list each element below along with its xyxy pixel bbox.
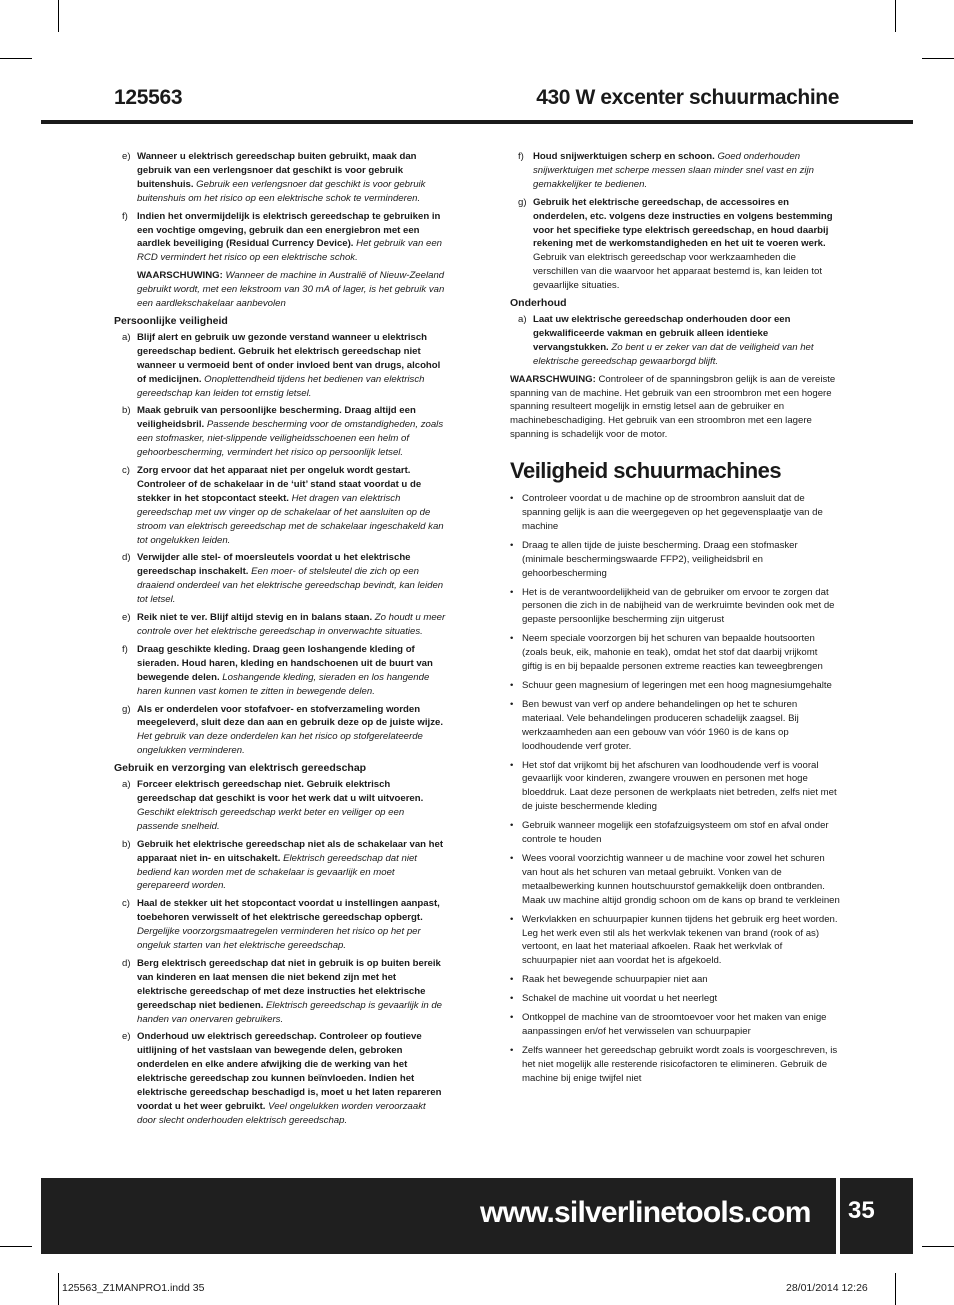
item-letter: a)	[518, 313, 527, 325]
use-care-list-cont	[510, 150, 840, 293]
item-letter: b)	[122, 838, 131, 850]
bullet-item	[510, 973, 840, 987]
item-bold-text: Draag geschikte kleding. Draag geen loshangende kleding of sieraden. Houd haren, kleding en handschoenen uit de buurt van bewegende delen.	[137, 643, 433, 683]
bullet-item	[510, 913, 840, 969]
item-italic-text: Passende bescherming voor de omstandigheden, zoals een stofmasker, niet-slippende veiligheidsschoenen een helm of gehoorbescherming, vermindert het risico op persoonlijk letsel.	[137, 419, 444, 459]
bullet-text: Ben bewust van verf op andere behandelingen op het te schuren materiaal. Vele behandelingen produceren schadelijk zaagsel. Bij werkzaamheden aan een gebouw van vóór 1960 is de kans op loodhoudende verf groter.	[522, 698, 799, 752]
warning-voltage	[510, 373, 840, 443]
bullet-item	[510, 819, 840, 847]
bullet-icon: •	[510, 633, 514, 645]
list-item	[510, 150, 840, 192]
bullet-item	[510, 539, 840, 581]
item-letter: a)	[122, 779, 131, 791]
crop-mark	[58, 1273, 59, 1305]
personal-safety-list	[114, 331, 446, 758]
list-item	[510, 196, 840, 293]
item-bold-text: Gebruik het elektrische gereedschap niet als de schakelaar van het apparaat niet in- en uitschakelt.	[137, 838, 444, 864]
bullet-item	[510, 492, 840, 534]
slug-filename: 125563_Z1MANPRO1.indd 35	[62, 1282, 205, 1294]
item-bold-text: Haal de stekker uit het stopcontact voordat u instellingen aanpast, toebehoren verwisselt of het elektrische gereedschap opbergt.	[137, 898, 440, 924]
outdoor-safety-list	[114, 150, 446, 265]
list-item	[114, 404, 446, 460]
section-heading-use-care: Gebruik en verzorging van elektrisch gereedschap	[114, 762, 367, 775]
bullet-text: Draag te allen tijde de juiste bescherming. Draag een stofmasker (minimale beschermingswaarde FFP2), veiligheidsbril en gehoorbescherming	[522, 539, 798, 579]
bullet-icon: •	[510, 539, 514, 551]
list-item	[510, 313, 840, 369]
item-plain-text: Gebruik van elektrisch gereedschap voor werkzaamheden die verschillen van die waarvoor het apparaat bestemd is, kan leiden tot gevaarlijke situaties.	[533, 252, 823, 292]
item-letter: b)	[122, 405, 131, 417]
crop-mark	[0, 58, 32, 59]
section-heading-maintenance: Onderhoud	[510, 297, 567, 310]
item-letter: c)	[122, 465, 130, 477]
crop-mark	[922, 58, 954, 59]
item-italic-text: Gebruik een verlengsnoer dat geschikt is voor gebruik buitenshuis om het risico op een elektrische schok te verminderen.	[137, 178, 426, 204]
slug-date: 28/01/2014 12:26	[786, 1282, 868, 1294]
crop-mark	[895, 1273, 896, 1305]
list-item	[114, 210, 446, 266]
item-italic-text: Elektrisch gereedschap is gevaarlijk in de handen van onervaren gebruikers.	[137, 999, 443, 1025]
bullet-icon: •	[510, 974, 514, 986]
list-item	[114, 150, 446, 206]
item-bold-text: Onderhoud uw elektrisch gereedschap. Controleer op foutieve uitlijning of het vastslaan van bewegende delen, gebroken onderdelen en elke andere afwijking die de werking van het elektrische gereedschap zou kunnen beïnvloeden. Indien het elektrische gereedschap beschadigd is, moet u het laten repareren voordat u het weer gebruikt.	[137, 1031, 442, 1112]
crop-mark	[58, 0, 59, 32]
item-italic-text: Geschikt elektrisch gereedschap werkt beter en veiliger op een passende snelheid.	[137, 806, 405, 832]
item-italic-text: Het gebruik van deze onderdelen kan het risico op stofgerelateerde ongelukken verminderen.	[137, 731, 423, 757]
item-italic-text: Goed onderhouden snijwerktuigen met scherpe messen slaan minder snel vast en zijn gemakkelijker te bedienen.	[533, 151, 815, 190]
page-title: 430 W excenter schuurmachine	[536, 86, 839, 109]
item-letter: e)	[122, 1031, 131, 1043]
product-code: 125563	[114, 86, 183, 109]
bullet-item	[510, 992, 840, 1006]
bullet-item	[510, 1011, 840, 1039]
item-bold-text: Indien het onvermijdelijk is elektrisch gereedschap te gebruiken in een vochtige omgeving, gebruik dan een energiebron met een aardlek beveiliging (Residual Currency Device).	[137, 210, 441, 250]
list-item	[114, 778, 446, 834]
item-letter: e)	[122, 151, 131, 162]
left-column	[114, 150, 446, 1132]
maintenance-list	[510, 313, 840, 369]
item-bold-text: Blijf alert en gebruik uw gezonde verstand wanneer u elektrisch gereedschap bedient. Gebruik het elektrisch gereedschap niet wanneer u vermoeid bent of onder invloed bent van drugs, alcohol of medicijnen.	[137, 331, 441, 385]
list-item	[114, 331, 446, 401]
list-item	[114, 551, 446, 607]
bullet-item	[510, 679, 840, 693]
crop-mark	[0, 1246, 32, 1247]
bullet-text: Schakel de machine uit voordat u het neerlegt	[522, 993, 718, 1005]
bullet-icon: •	[510, 759, 514, 771]
item-letter: c)	[122, 898, 130, 910]
bullet-item	[510, 586, 840, 628]
item-bold-text: Houd snijwerktuigen scherp en schoon.	[533, 151, 715, 162]
bullet-item	[510, 698, 840, 754]
item-bold-text: Zorg ervoor dat het apparaat niet per ongeluk wordt gestart. Controleer of de schakelaar in de ‘uit’ stand staat voordat u de stekker in het stopcontact steekt.	[137, 465, 422, 504]
footer-divider	[836, 1178, 840, 1254]
bullet-text: Neem speciale voorzorgen bij het schuren van bepaalde houtsoorten (zoals beuk, eik, mahonie en teak), omdat het stof dat daarbij vrijkomt giftig is en bij bepaalde personen extreme reacties kan teweegbrengen	[522, 633, 823, 673]
bullet-icon: •	[510, 820, 514, 832]
item-italic-text: Veel ongelukken worden veroorzaakt door slecht onderhouden elektrisch gereedschap.	[137, 1101, 426, 1126]
bullet-text: Het stof dat vrijkomt bij het afschuren van loodhoudende verf is vooral gevaarlijk voor kinderen, zwangere vrouwen en personen met hoge bloeddruk. Laat deze personen de werkplaats niet betreden, zelfs niet met de juiste beschermende kleding	[522, 759, 837, 813]
item-italic-text: Het dragen van elektrisch gereedschap met uw vinger op de schakelaar of het aansluiten op de stroom van elektrisch gereedschap met de schakelaar ingeschakeld kan tot ongelukken leiden.	[137, 492, 444, 546]
bullet-text: Het is de verantwoordelijkheid van de gebruiker om ervoor te zorgen dat personen die zich in de nabijheid van de werkruimte bevinden ook met de gepaste persoonlijke bescherming zijn uitgerust	[522, 586, 835, 626]
bullet-text: Schuur geen magnesium of legeringen met een hoog magnesiumgehalte	[522, 680, 832, 691]
warning-note	[114, 269, 446, 311]
item-italic-text: Elektrisch gereedschap dat niet bediend kan worden met de schakelaar is gevaarlijk en moet gerepareerd worden.	[137, 852, 417, 892]
list-item	[114, 464, 446, 547]
warning-label: WAARSCHWUING:	[510, 373, 596, 385]
header-rule	[41, 120, 913, 124]
item-bold-text: Gebruik het elektrische gereedschap, de accessoires en onderdelen, etc. volgens deze instructies en volgens bestemming voor het specifieke type elektrisch gereedschap, en houd daarbij rekening met de werkomstandigheden en het uit te voeren werk.	[533, 196, 833, 250]
item-italic-text: Een moer- of stelsleutel die zich op een draaiend onderdeel van het elektrische gereedschap bevindt, kan leiden tot letsel.	[137, 566, 444, 606]
item-italic-text: Loshangende kleding, sieraden en los hangende haren kunnen vast komen te zitten in bewegende delen.	[137, 671, 430, 697]
item-bold-text: Verwijder alle stel- of moersleutels voordat u het elektrische gereedschap inschakelt.	[137, 552, 411, 578]
item-italic-text: Het gebruik van een RCD vermindert het risico op een elektrische schok.	[137, 238, 443, 264]
bullet-text: Werkvlakken en schuurpapier kunnen tijdens het gebruik erg heet worden. Leg het werk even stil als het werkvlak tekenen van brand (rook of as) vertoont, en laat het materiaal afkoelen. Raak het werkvlak of schuurpapier niet aan voordat het is afgekoeld.	[522, 913, 838, 967]
item-bold-text: Laat uw elektrische gereedschap onderhouden door een gekwalificeerde vakman en gebruik alleen identieke vervangstukken.	[533, 313, 791, 353]
item-italic-text: Dergelijke voorzorgsmaatregelen verminderen het risico op het per ongeluk starten van het elektrische gereedschap.	[137, 926, 421, 952]
section-heading-sander-safety: Veiligheid schuurmachines	[510, 458, 782, 484]
item-bold-text: Maak gebruik van persoonlijke bescherming. Draag altijd een veiligheidsbril.	[137, 405, 416, 431]
warning-text: Wanneer de machine in Australië of Nieuw-Zeeland gebruikt wordt, met een lekstroom van 30 mA of lager, is het gebruik van een aardlekschakelaar aanbevolen	[137, 270, 445, 310]
bullet-text: Controleer voordat u de machine op de stroombron aansluit dat de spanning gelijk is aan die weergegeven op het gegevensplaatje van de machine	[522, 493, 823, 532]
list-item	[114, 838, 446, 894]
bullet-icon: •	[510, 698, 514, 710]
item-letter: d)	[122, 957, 131, 969]
right-column	[510, 150, 840, 1091]
bullet-text: Zelfs wanneer het gereedschap gebruikt wordt zoals is voorgeschreven, is het niet mogelijk alle resterende risicofactoren te elimineren. Gebruik de machine bij enige twijfel niet	[522, 1044, 838, 1084]
bullet-icon: •	[510, 1044, 514, 1056]
bullet-item	[510, 852, 840, 908]
crop-mark	[922, 1246, 954, 1247]
bullet-text: Ontkoppel de machine van de stroomtoevoer voor het maken van enige aanpassingen en/of het verwisselen van schuurpapier	[522, 1012, 827, 1037]
use-care-list	[114, 778, 446, 1128]
sander-safety-bullets	[510, 492, 840, 1085]
item-letter: f)	[122, 210, 128, 222]
bullet-icon: •	[510, 493, 514, 505]
section-heading-personal-safety: Persoonlijke veiligheid	[114, 314, 228, 327]
item-italic-text: Zo bent u er zeker van dat de veiligheid van het elektrische gereedschap gewaarborgd blijft.	[533, 341, 814, 367]
bullet-text: Raak het bewegende schuurpapier niet aan	[522, 974, 708, 986]
item-bold-text: Forceer elektrisch gereedschap niet. Gebruik elektrisch gereedschap dat geschikt is voor het werk dat u wilt uitvoeren.	[137, 779, 424, 804]
bullet-text: Wees vooral voorzichtig wanneer u de machine voor zowel het schuren van hout als het schuren van metaal gebruikt. Vonken van de metaalbewerking kunnen houtschuurstof gemakkelijk doen ontbranden. Maak uw machine altijd grondig schoon om de kans op brand te verkleinen	[522, 852, 840, 906]
list-item	[114, 957, 446, 1027]
crop-mark	[895, 0, 896, 32]
item-bold-text: Als er onderdelen voor stofafvoer- en stofverzameling worden meegeleverd, sluit deze dan aan en gebruik deze op de juiste wijze.	[137, 703, 444, 729]
item-letter: g)	[122, 703, 131, 715]
list-item	[114, 611, 446, 639]
item-bold-text: Berg elektrisch gereedschap dat niet in gebruik is op buiten bereik van kinderen en laat mensen die niet bekend zijn met het elektrische gereedschap of met deze instructies het elektrische gereedschap niet bedienen.	[137, 957, 441, 1011]
item-italic-text: Onoplettendheid tijdens het bedienen van elektrisch gereedschap kan leiden tot ernstig letsel.	[137, 373, 425, 399]
page-number: 35	[848, 1197, 875, 1224]
list-item	[114, 1030, 446, 1127]
warning-text: Controleer of de spanningsbron gelijk is aan de vereiste spanning van de machine. Het gebruik van een stroombron met een hogere spanning resulteert mogelijk in ernstig letsel aan de gebruiker en machinebeschadiging. Het gebruik van een stroombron met een lagere spanning is schadelijk voor de motor.	[510, 373, 836, 441]
bullet-icon: •	[510, 1012, 514, 1024]
item-letter: f)	[122, 643, 128, 655]
bullet-item	[510, 1044, 840, 1086]
list-item	[114, 643, 446, 699]
warning-label: WAARSCHUWING:	[137, 270, 223, 282]
item-bold-text: Reik niet te ver. Blijf altijd stevig en in balans staan.	[137, 612, 373, 624]
item-bold-text: Wanneer u elektrisch gereedschap buiten gebruikt, maak dan gebruik van een verlengsnoer dat geschikt is voor gebruik buitenshuis.	[137, 151, 417, 190]
item-italic-text: Zo houdt u meer controle over het elektrische gereedschap in onverwachte situaties.	[137, 612, 446, 637]
bullet-item	[510, 632, 840, 674]
bullet-icon: •	[510, 852, 514, 864]
list-item	[114, 703, 446, 759]
item-letter: f)	[518, 151, 524, 162]
item-letter: d)	[122, 552, 131, 564]
bullet-text: Gebruik wanneer mogelijk een stofafzuigsysteem om stof en afval onder controle te houden	[522, 820, 829, 846]
bullet-icon: •	[510, 586, 514, 598]
item-letter: a)	[122, 331, 131, 343]
bullet-icon: •	[510, 993, 514, 1005]
item-letter: e)	[122, 612, 131, 624]
item-letter: g)	[518, 196, 527, 208]
bullet-icon: •	[510, 913, 514, 925]
list-item	[114, 897, 446, 953]
bullet-item	[510, 759, 840, 815]
bullet-icon: •	[510, 680, 514, 691]
website-url: www.silverlinetools.com	[480, 1196, 811, 1229]
